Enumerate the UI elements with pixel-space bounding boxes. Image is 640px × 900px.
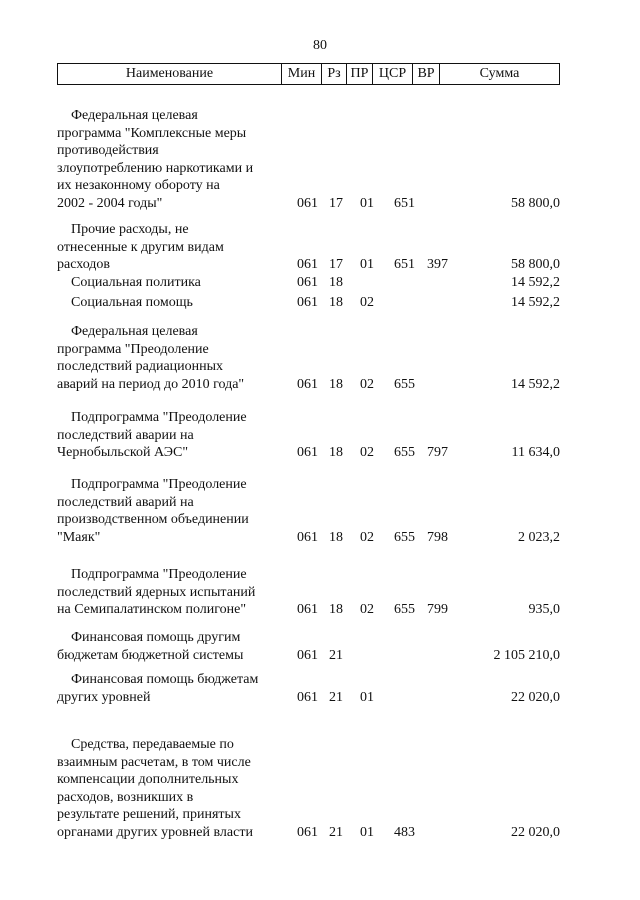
row-name-line: отнесенные к другим видам bbox=[57, 239, 224, 255]
cell-pr: 01 bbox=[360, 689, 374, 705]
row-name-line: производственном объединении bbox=[57, 512, 249, 527]
table-row bbox=[0, 409, 640, 462]
row-name-line: других уровней bbox=[57, 689, 151, 705]
row-name-line: Подпрограмма "Преодоление bbox=[71, 567, 247, 582]
row-name-line: органами других уровней власти bbox=[57, 824, 253, 840]
cell-sum: 2 023,2 bbox=[518, 529, 560, 545]
cell-pr: 01 bbox=[360, 824, 374, 840]
cell-csr: 655 bbox=[394, 529, 415, 545]
cell-sum: 58 800,0 bbox=[511, 195, 560, 211]
cell-min: 061 bbox=[297, 195, 318, 211]
cell-csr: 655 bbox=[394, 376, 415, 392]
cell-min: 061 bbox=[297, 602, 318, 617]
cell-rz: 18 bbox=[329, 295, 343, 310]
row-name-line: на Семипалатинском полигоне" bbox=[57, 602, 247, 617]
row-name bbox=[57, 274, 281, 292]
header-rz: Рз bbox=[322, 64, 347, 84]
table-header bbox=[57, 63, 560, 85]
cell-rz: 18 bbox=[329, 445, 343, 460]
cell-pr: 02 bbox=[360, 529, 374, 545]
row-name-line: последствий аварий на bbox=[57, 494, 194, 510]
cell-min: 061 bbox=[297, 824, 318, 840]
header-vr: ВР bbox=[413, 64, 440, 84]
cell-min: 061 bbox=[297, 529, 318, 545]
cell-vr: 797 bbox=[427, 445, 448, 460]
row-name-line: 2002 - 2004 годы" bbox=[57, 195, 163, 211]
table-row bbox=[0, 566, 640, 619]
cell-min: 061 bbox=[297, 275, 318, 290]
row-name-line: последствий ядерных испытаний bbox=[57, 584, 256, 600]
row-name-line: Социальная политика bbox=[71, 275, 201, 290]
table-row bbox=[0, 107, 640, 212]
row-name-line: последствий аварии на bbox=[57, 427, 194, 443]
row-name bbox=[57, 221, 281, 274]
table-row bbox=[0, 221, 640, 274]
cell-rz: 21 bbox=[329, 689, 343, 705]
cell-rz: 17 bbox=[329, 257, 343, 272]
cell-sum: 2 105 210,0 bbox=[493, 647, 560, 663]
cell-pr: 02 bbox=[360, 445, 374, 460]
cell-min: 061 bbox=[297, 647, 318, 663]
row-name-line: бюджетам бюджетной системы bbox=[57, 647, 244, 663]
cell-min: 061 bbox=[297, 257, 318, 272]
row-name bbox=[57, 409, 281, 462]
cell-sum: 14 592,2 bbox=[511, 275, 560, 290]
cell-rz: 18 bbox=[329, 275, 343, 290]
row-name-line: взаимным расчетам, в том числе bbox=[57, 754, 251, 770]
cell-vr: 397 bbox=[427, 257, 448, 272]
cell-sum: 58 800,0 bbox=[511, 257, 560, 272]
cell-min: 061 bbox=[297, 445, 318, 460]
cell-pr: 02 bbox=[360, 602, 374, 617]
row-name bbox=[57, 323, 281, 393]
cell-rz: 18 bbox=[329, 376, 343, 392]
table-row bbox=[0, 476, 640, 546]
header-name: Наименование bbox=[58, 64, 282, 84]
cell-csr: 655 bbox=[394, 445, 415, 460]
row-name-line: компенсации дополнительных bbox=[57, 772, 239, 787]
table-row bbox=[0, 736, 640, 841]
row-name-line: противодействия bbox=[57, 143, 159, 158]
row-name-line: Подпрограмма "Преодоление bbox=[71, 410, 247, 425]
row-name bbox=[57, 736, 281, 841]
row-name-line: расходов, возникших в bbox=[57, 789, 194, 805]
row-name-line: расходов bbox=[57, 257, 111, 272]
row-name-line: Чернобыльской АЭС" bbox=[57, 445, 189, 460]
cell-pr: 01 bbox=[360, 195, 374, 211]
cell-vr: 799 bbox=[427, 602, 448, 617]
cell-min: 061 bbox=[297, 376, 318, 392]
cell-pr: 01 bbox=[360, 257, 374, 272]
cell-csr: 655 bbox=[394, 602, 415, 617]
row-name-line: их незаконному обороту на bbox=[57, 178, 220, 193]
cell-csr: 651 bbox=[394, 257, 415, 272]
cell-sum: 14 592,2 bbox=[511, 376, 560, 392]
cell-sum: 22 020,0 bbox=[511, 689, 560, 705]
row-name bbox=[57, 476, 281, 546]
table-row bbox=[0, 671, 640, 706]
cell-rz: 21 bbox=[329, 647, 343, 663]
row-name-line: Финансовая помощь бюджетам bbox=[71, 672, 259, 687]
table-row bbox=[0, 323, 640, 393]
cell-rz: 17 bbox=[329, 195, 343, 211]
row-name-line: Федеральная целевая bbox=[71, 324, 198, 339]
row-name-line: программа "Комплексные меры bbox=[57, 125, 247, 141]
cell-min: 061 bbox=[297, 295, 318, 310]
row-name-line: программа "Преодоление bbox=[57, 341, 209, 357]
table-row bbox=[0, 629, 640, 664]
row-name-line: Подпрограмма "Преодоление bbox=[71, 477, 247, 492]
cell-pr: 02 bbox=[360, 295, 374, 310]
cell-vr: 798 bbox=[427, 529, 448, 545]
row-name bbox=[57, 566, 281, 619]
cell-rz: 18 bbox=[329, 602, 343, 617]
cell-pr: 02 bbox=[360, 376, 374, 392]
row-name bbox=[57, 107, 281, 212]
cell-sum: 11 634,0 bbox=[511, 445, 560, 460]
row-name-line: результате решений, принятых bbox=[57, 807, 241, 822]
header-min: Мин bbox=[282, 64, 322, 84]
row-name-line: аварий на период до 2010 года" bbox=[57, 376, 245, 392]
cell-csr: 651 bbox=[394, 195, 415, 211]
cell-sum: 14 592,2 bbox=[511, 295, 560, 310]
cell-min: 061 bbox=[297, 689, 318, 705]
row-name bbox=[57, 294, 281, 312]
header-csr: ЦСР bbox=[373, 64, 413, 84]
cell-csr: 483 bbox=[394, 824, 415, 840]
row-name-line: Финансовая помощь другим bbox=[71, 630, 241, 645]
cell-rz: 21 bbox=[329, 824, 343, 840]
header-sum: Сумма bbox=[479, 66, 520, 81]
header-pr: ПР bbox=[347, 64, 373, 84]
row-name-line: Прочие расходы, не bbox=[71, 222, 189, 237]
row-name-line: Социальная помощь bbox=[71, 295, 193, 310]
row-name-line: последствий радиационных bbox=[57, 359, 224, 374]
table-row bbox=[0, 294, 640, 312]
row-name bbox=[57, 629, 281, 664]
table-row bbox=[0, 274, 640, 292]
row-name bbox=[57, 671, 281, 706]
row-name-line: Средства, передаваемые по bbox=[71, 737, 234, 752]
cell-rz: 18 bbox=[329, 529, 343, 545]
cell-sum: 935,0 bbox=[528, 602, 560, 617]
row-name-line: "Маяк" bbox=[57, 529, 101, 545]
page-number: 80 bbox=[313, 38, 327, 53]
cell-sum: 22 020,0 bbox=[511, 824, 560, 840]
row-name-line: Федеральная целевая bbox=[71, 108, 198, 123]
row-name-line: злоупотреблению наркотиками и bbox=[57, 160, 254, 176]
